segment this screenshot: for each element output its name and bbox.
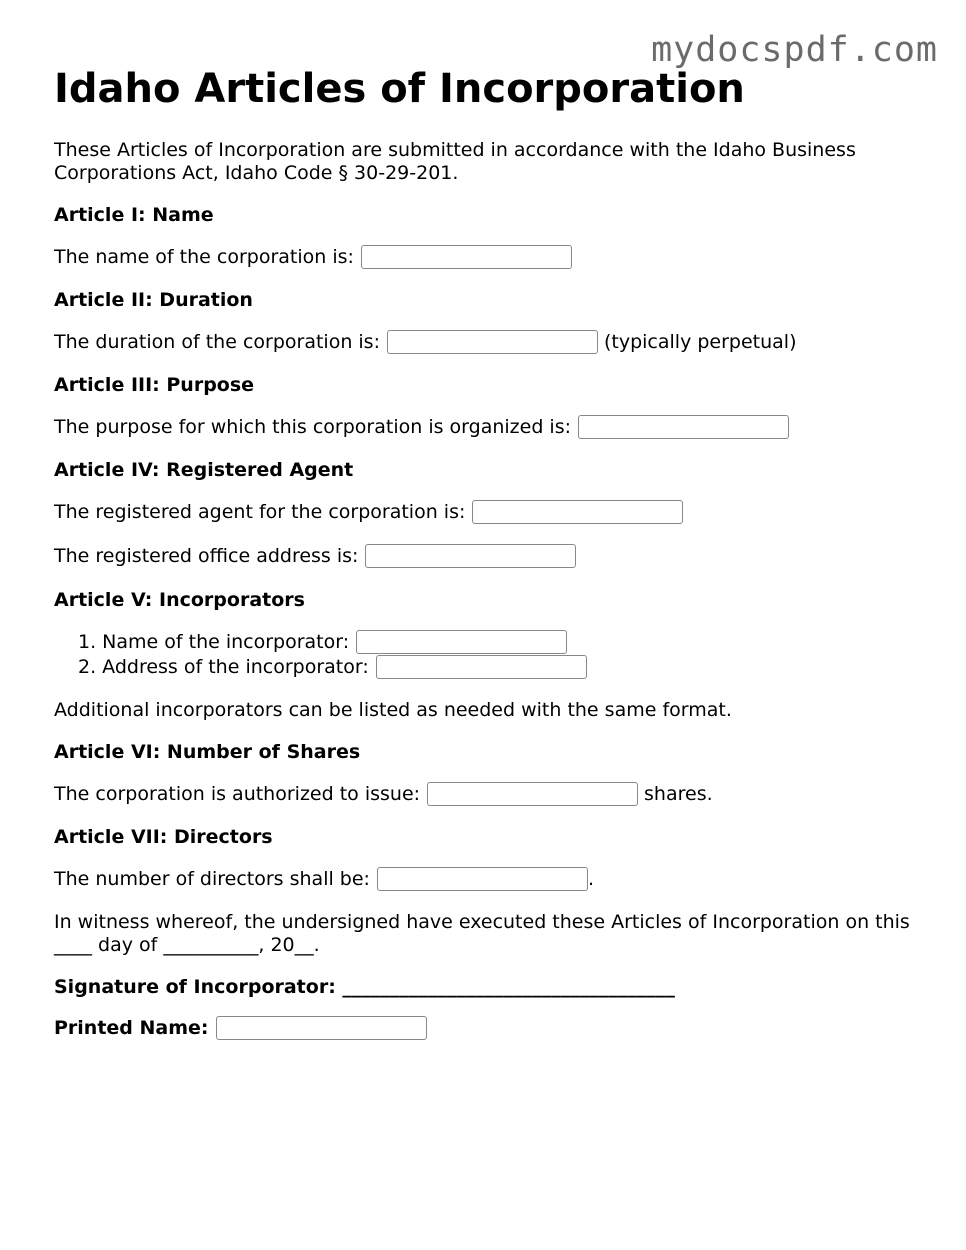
incorporator-address-field[interactable] <box>376 655 587 679</box>
registered-agent-label: The registered agent for the corporation is: <box>54 501 466 523</box>
additional-incorporators-note: Additional incorporators can be listed as needed with the same format. <box>54 699 732 721</box>
corporation-name-label: The name of the corporation is: <box>54 246 354 268</box>
registered-office-row <box>54 544 576 568</box>
directors-suffix: . <box>587 868 594 890</box>
witness-paragraph: In witness whereof, the undersigned have executed these Articles of Incorporation on this ____ day of __________, 20__. <box>54 911 910 956</box>
registered-office-label: The registered office address is: <box>54 545 359 567</box>
printed-name-row <box>54 1016 427 1040</box>
shares-field[interactable] <box>427 782 638 806</box>
directors-field[interactable] <box>377 867 588 891</box>
watermark: mydocspdf.com <box>651 30 938 70</box>
corporation-name-field[interactable] <box>361 245 572 269</box>
article-4-heading: Article IV: Registered Agent <box>54 459 354 481</box>
registered-office-field[interactable] <box>365 544 576 568</box>
article-2-heading: Article II: Duration <box>54 289 253 311</box>
corporation-name-row <box>54 245 572 269</box>
incorporator-address-label: 2. Address of the incorporator: <box>78 656 369 678</box>
page-title: Idaho Articles of Incorporation <box>54 66 745 112</box>
article-6-heading: Article VI: Number of Shares <box>54 741 361 763</box>
directors-label: The number of directors shall be: <box>54 868 370 890</box>
registered-agent-field[interactable] <box>472 500 683 524</box>
printed-name-field[interactable] <box>216 1016 427 1040</box>
duration-row <box>54 330 797 354</box>
article-5-heading: Article V: Incorporators <box>54 589 305 611</box>
article-7-heading: Article VII: Directors <box>54 826 273 848</box>
article-3-heading: Article III: Purpose <box>54 374 255 396</box>
article-1-heading: Article I: Name <box>54 204 214 226</box>
registered-agent-row <box>54 500 683 524</box>
purpose-label: The purpose for which this corporation is organized is: <box>54 416 572 438</box>
purpose-field[interactable] <box>578 415 789 439</box>
incorporator-address-row <box>78 655 587 679</box>
incorporator-name-label: 1. Name of the incorporator: <box>78 631 350 653</box>
incorporator-name-field[interactable] <box>356 630 567 654</box>
shares-suffix: shares. <box>644 783 713 805</box>
duration-field[interactable] <box>387 330 598 354</box>
purpose-row <box>54 415 789 439</box>
duration-label: The duration of the corporation is: <box>54 331 380 353</box>
signature-line: Signature of Incorporator: ___________________________________ <box>54 976 675 998</box>
printed-name-label: Printed Name: <box>54 1017 209 1039</box>
intro-paragraph: These Articles of Incorporation are submitted in accordance with the Idaho Business Corporations Act, Idaho Code § 30-29-201. <box>54 139 856 184</box>
incorporator-name-row <box>78 630 567 654</box>
shares-row <box>54 782 713 806</box>
directors-row <box>54 867 594 891</box>
duration-note: (typically perpetual) <box>603 331 797 353</box>
shares-label: The corporation is authorized to issue: <box>54 783 421 805</box>
